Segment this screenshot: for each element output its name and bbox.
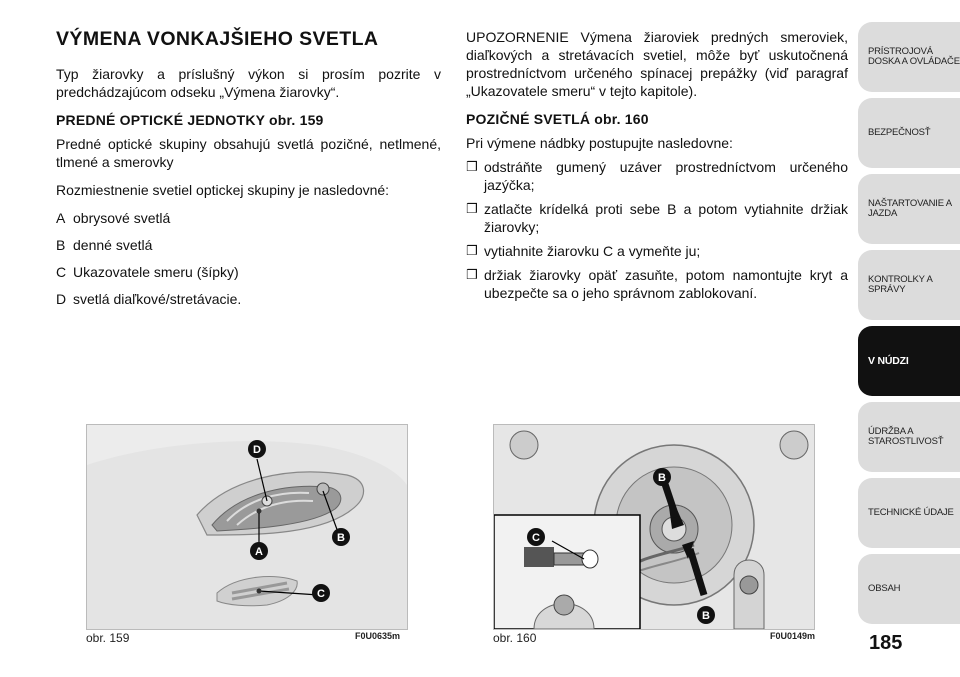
- checkbox-icon: ❒: [466, 267, 478, 282]
- label-c-icon: [312, 584, 330, 602]
- section-title: VÝMENA VONKAJŠIEHO SVETLA: [56, 28, 379, 50]
- layout-paragraph: Rozmiestnenie svetiel optickej skupiny je nasledovné:: [56, 182, 390, 198]
- svg-text:B: B: [658, 472, 666, 484]
- checkbox-icon: ❒: [466, 159, 478, 174]
- tab-nastartovanie[interactable]: NAŠTARTOVANIE A JAZDA: [858, 174, 960, 244]
- svg-text:D: D: [253, 444, 261, 456]
- figure-159-image: [86, 424, 408, 630]
- figure-160-code: F0U0149m: [770, 631, 816, 641]
- list-item: C Ukazovatele smeru (šípky): [56, 264, 239, 280]
- procedure-steps: [466, 158, 848, 302]
- list-item: ❒ vytiahnite žiarovku C a vymeňte ju;: [466, 243, 701, 259]
- chapter-tabs: [858, 22, 960, 630]
- list-item: D svetlá diaľkové/stretávacie.: [56, 291, 242, 307]
- svg-text:C: C: [317, 588, 325, 600]
- page-number: 185: [869, 632, 903, 654]
- procedure-intro: Pri výmene nádbky postupujte nasledovne:: [466, 135, 733, 151]
- tab-technicke-udaje[interactable]: TECHNICKÉ ÚDAJE: [858, 478, 960, 548]
- warning-paragraph: UPOZORNENIE Výmena žiaroviek predných smeroviek, diaľkových a stretávacích svetiel, môže byť uskutočnená prostredníctvom určeného spínacej prepážky (viď paragraf „Ukazovatele smeru“ v tejto kapitole).: [466, 29, 848, 99]
- label-d-icon: [248, 440, 266, 458]
- label-c-icon: [527, 528, 545, 546]
- figure-160-image: [493, 424, 815, 630]
- list-item: ❒ odstráňte gumený uzáver prostredníctvom určeného jazýčka;: [466, 159, 848, 193]
- subheading-position-lights: POZIČNÉ SVETLÁ obr. 160: [466, 111, 649, 127]
- list-item: ❒ zatlačte krídelká proti sebe B a potom vytiahnite držiak žiarovky;: [466, 201, 848, 235]
- checkbox-icon: ❒: [466, 201, 478, 216]
- tab-bezpecnost[interactable]: BEZPEČNOSŤ: [858, 98, 960, 168]
- front-units-paragraph: Predné optické skupiny obsahujú svetlá pozičné, netlmené, tlmené a smerovky: [56, 136, 441, 170]
- tab-udrzba[interactable]: ÚDRŽBA A STAROSTLIVOSŤ: [858, 402, 960, 472]
- list-item: ❒ držiak žiarovky opäť zasuňte, potom namontujte kryt a ubezpečte sa o jeho správnom zablokovaní.: [466, 267, 848, 301]
- tab-kontrolky[interactable]: KONTROLKY A SPRÁVY: [858, 250, 960, 320]
- label-b-icon: [332, 528, 350, 546]
- tab-pristrojova-doska[interactable]: PRÍSTROJOVÁ DOSKA A OVLÁDAČE: [858, 22, 960, 92]
- list-item: A obrysové svetlá: [56, 210, 171, 226]
- tab-v-nudzi[interactable]: V NÚDZI: [858, 326, 960, 396]
- figure-159-code: F0U0635m: [355, 631, 401, 641]
- svg-text:B: B: [702, 610, 710, 622]
- svg-text:C: C: [532, 532, 540, 544]
- light-list: [56, 209, 441, 308]
- label-a-icon: [250, 542, 268, 560]
- left-column: [56, 28, 441, 317]
- right-column: [466, 28, 848, 308]
- subheading-front-units: PREDNÉ OPTICKÉ JEDNOTKY obr. 159: [56, 112, 324, 128]
- checkbox-icon: ❒: [466, 243, 478, 258]
- svg-text:B: B: [337, 532, 345, 544]
- figure-159-caption: obr. 159: [86, 631, 130, 645]
- tab-obsah[interactable]: OBSAH: [858, 554, 960, 624]
- label-b-bottom-icon: [697, 606, 715, 624]
- svg-text:A: A: [255, 546, 263, 558]
- list-item: B denné svetlá: [56, 237, 153, 253]
- figure-160-caption: obr. 160: [493, 631, 537, 645]
- intro-paragraph: Typ žiarovky a príslušný výkon si prosím pozrite v predchádzajúcom odseku „Výmena žiarovky“.: [56, 66, 441, 100]
- label-b-top-icon: [653, 468, 671, 486]
